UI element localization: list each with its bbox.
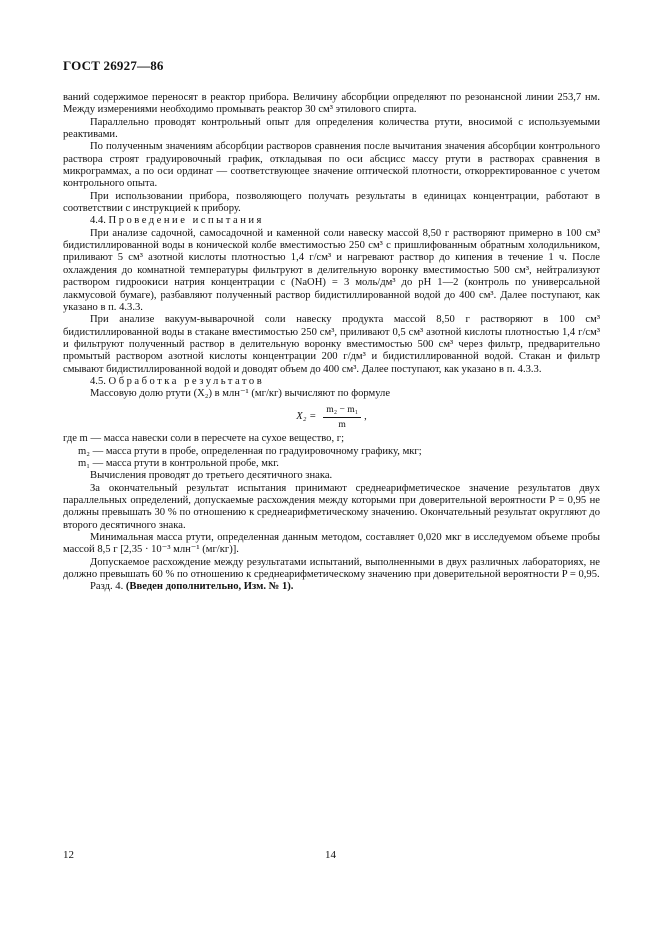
paragraph: При анализе вакуум-выварочной соли навеску продукта массой 8,50 г растворяют в 100 см³ бидистиллированной воды в стакане вместимостью 250 см³, приливают 0,5 см³ азотной кислоты плотностью 1,4 г/см³ и фильтруют полученный раствор в делительную воронку вместимостью 500 см³ через фильтр, предварительно промытый раствором азотной кислоты концентрации 200 г/дм³ и бидистиллированной водой. Стакан и фильтр смывают бидистиллированной водой и доводят объем до 400 см³. Далее поступают, как указано в п. 4.3.3. (63, 314, 600, 375)
amendment-section: Разд. 4. (90, 581, 124, 593)
amendment-note (63, 581, 600, 593)
document-header: ГОСТ 26927—86 (63, 58, 164, 73)
page-number-left: 12 (63, 849, 74, 861)
formula-numerator: m₂ − m₁ (323, 404, 361, 418)
section-number: 4.5. (90, 375, 106, 387)
formula-lhs: X₂ = (296, 411, 317, 423)
paragraph: По полученным значениям абсорбции растворов сравнения после вычитания значения абсорбции контрольного раствора строят градуировочный график, откладывая по оси абсцисс массу ртути в растворах сравнения в микрограммах, а по оси ординат — соответствующее значение оптической плотности, откорректированное с учетом контрольного опыта. (63, 141, 600, 190)
paragraph: При использовании прибора, позволяющего получать результаты в единицах концентрации, работают в соответствии с инструкцией к прибору. (63, 190, 600, 215)
formula (63, 404, 600, 432)
paragraph: За окончательный результат испытания принимают среднеарифметическое значение результатов двух параллельных определений, допускаемые расхождения между которыми при доверительной вероятности P = 0,95 не должны превышать 30 % по отношению к среднеарифметическому значению. Окончательный результат округляют до второго десятичного знака. (63, 482, 600, 531)
definition-m2: m₂ — масса ртути в пробе, определенная по градуировочному графику, мкг; (78, 445, 422, 457)
paragraph: Допускаемое расхождение между результатами испытаний, выполненными в двух различных лабораториях, не должно превышать 60 % по отношению к среднеарифметическому значению при доверительной вероятности P = 0,95. (63, 556, 600, 581)
paragraph: Вычисления проводят до третьего десятичного знака. (90, 470, 333, 482)
paragraph: Массовую долю ртути (X₂) в млн⁻¹ (мг/кг) вычисляют по формуле (90, 388, 391, 400)
document-body (63, 92, 600, 594)
formula-fraction (323, 404, 361, 432)
paragraph: ваний содержимое переносят в реактор прибора. Величину абсорбции определяют по резонансной линии 253,7 нм. Между измерениями необходимо промывать реактор 30 см³ этилового спирта. (63, 92, 600, 116)
definition-intro: где m — масса навески соли в пересчете на сухое вещество, г; (63, 433, 345, 445)
section-heading-4-4 (63, 215, 600, 227)
paragraph: Минимальная масса ртути, определенная данным методом, составляет 0,020 мкг в исследуемом объеме пробы массой 8,5 г [2,35 · 10⁻³ млн⁻¹ (мг/кг)]. (63, 532, 600, 556)
section-number: 4.4. (90, 215, 106, 227)
section-title: Проведение испытания (108, 215, 264, 227)
amendment-text: (Введен дополнительно, Изм. № 1). (125, 581, 294, 593)
paragraph: Параллельно проводят контрольный опыт для определения количества ртути, вносимой с используемыми реактивами. (63, 116, 600, 141)
page-number-center: 14 (325, 849, 336, 861)
formula-tail: , (364, 411, 367, 423)
section-heading-4-5 (63, 376, 600, 388)
definition-m1: m₁ — масса ртути в контрольной пробе, мкг. (78, 457, 279, 469)
section-title: Обработка результатов (108, 375, 265, 387)
paragraph: При анализе садочной, самосадочной и каменной соли навеску массой 8,50 г растворяют примерно в 100 см³ бидистиллированной воды в конической колбе вместимостью 250 см³ с пришлифованным обратным холодильником, приливают 5 см³ азотной кислоты плотностью 1,4 г/см³ и нагревают раствор до кипения в течение 1 ч. После охлаждения до комнатной температуры фильтруют в делительную воронку вместимостью 500 см³, нейтрализуют раствором гидроокиси натрия концентрации c (NaOH) = 3 моль/дм³ до pH 1—2 (контроль по универсальной лакмусовой бумаге), разбавляют полученный раствор бидистиллированной водой до 400 см³. Далее поступают, как указано в п. 4.3.3. (63, 227, 600, 313)
formula-denominator: m (338, 418, 346, 430)
